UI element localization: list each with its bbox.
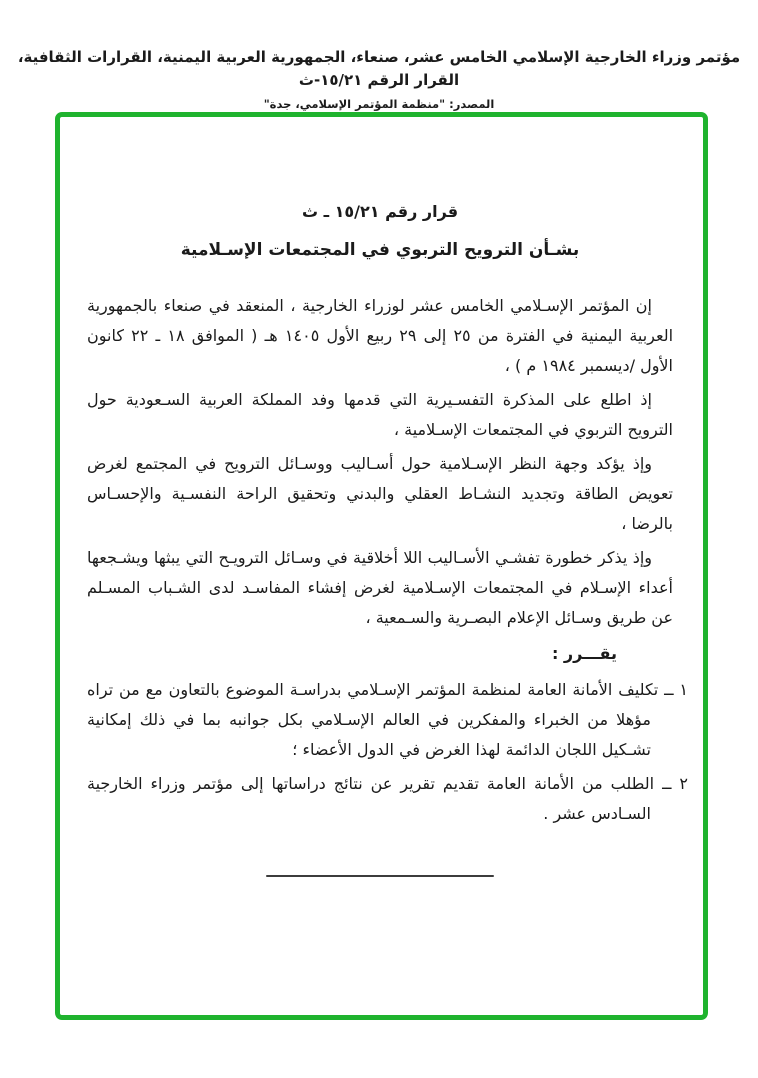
item-2-number: ٢ ــ bbox=[662, 774, 688, 793]
decides-label: يقـــرر : bbox=[551, 644, 617, 663]
header-citation: مؤتمر وزراء الخارجية الإسلامي الخامس عشر، صنعاء، الجمهورية العربية اليمنية، القرارات الثقافية، القرار الرقم ١٥/٢١-ث bbox=[17, 48, 741, 89]
resolution-body bbox=[60, 117, 703, 877]
header-source: المصدر: "منظمة المؤتمر الإسلامي، جدة" bbox=[263, 97, 495, 111]
item-1-number: ١ ــ bbox=[664, 680, 688, 699]
closing-rule bbox=[266, 875, 494, 877]
resolution-items bbox=[87, 675, 688, 829]
resolution-subject: بشـأن الترويح التربوي في المجتمعات الإسـلامية bbox=[180, 240, 580, 260]
resolution-item-2 bbox=[87, 769, 688, 829]
preamble-paragraph-1: إن المؤتمر الإسـلامي الخامس عشر لوزراء الخارجية ، المنعقد في صنعاء بالجمهورية العربية اليمنية في الفترة من ٢٥ إلى ٢٩ ربيع الأول ١٤٠٥ هـ ( الموافق ١٨ ـ ٢٢ كانون الأول /ديسمبر ١٩٨٤ م ) ، bbox=[87, 296, 674, 375]
preamble-paragraph-2: إذ اطلع على المذكرة التفسـيرية التي قدمها وفد المملكة العربية السـعودية حول الترويح التربوي في المجتمعات الإسـلامية ، bbox=[87, 390, 673, 439]
header-citation-block bbox=[0, 46, 758, 111]
resolution-item-1 bbox=[87, 675, 688, 765]
resolution-number: قرار رقم ١٥/٢١ ـ ث bbox=[301, 202, 459, 221]
preamble-paragraph-3: وإذ يؤكد وجهة النظر الإسـلامية حول أسـاليب ووسـائل الترويح في المجتمع لغرض تعويض الطاقة وتجديد النشـاط العقلي والبدني وتحقيق الراحة النفسـية والإحسـاس بالرضا ، bbox=[87, 454, 673, 533]
preamble-paragraph-4: وإذ يذكر خطورة تفشـي الأسـاليب اللا أخلاقية في وسـائل الترويـح التي يبثها ويشـجعها أعداء الإسـلام في المجتمعات الإسـلامية لغرض إفشاء المفاسـد لدى الشـباب المسـلم عن طريق وسـائل الإعلام البصـرية والسـمعية ، bbox=[87, 548, 673, 627]
item-2-text: الطلب من الأمانة العامة تقديم تقرير عن نتائج دراساتها إلى مؤتمر وزراء الخارجية السـادس عشر . bbox=[87, 774, 655, 823]
document-frame bbox=[55, 112, 708, 1020]
item-1-text: تكليف الأمانة العامة لمنظمة المؤتمر الإسـلامي بدراسـة الموضوع بالتعاون مع من تراه مؤهلا من الخبراء والمفكرين في العالم الإسـلامي بكل جوانبه بما في ذلك إمكانية تشـكيل اللجان الدائمة لهذا الغرض في الدول الأعضاء ؛ bbox=[87, 680, 659, 759]
